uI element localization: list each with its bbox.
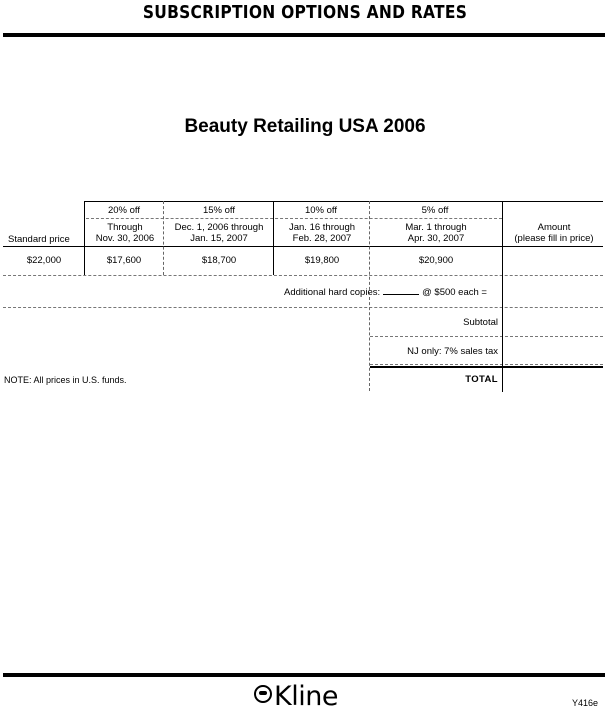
footer-rule [3,673,605,677]
additional-copies-label: Additional hard copies: [284,287,381,298]
kline-logo-icon [254,685,272,703]
table-header-rule [3,246,603,247]
col-header-standard-price: Standard price [8,234,70,245]
price-15-off: $18,700 [201,255,237,266]
additional-copies-rate: @ $500 each = [422,287,487,298]
table-subtotal-row-rule [370,336,603,337]
amount-cell-tax[interactable] [503,339,603,365]
table-top-rule [84,201,603,202]
page-header-title: SUBSCRIPTION OPTIONS AND RATES [142,2,468,23]
price-standard: $22,000 [26,255,62,266]
amount-cell-subtotal[interactable] [503,310,603,336]
col-header-10-discount: 10% off [304,205,338,216]
col-header-20-discount: 20% off [107,205,141,216]
kline-logo-text: Kline [274,681,338,712]
col-header-15-line2: Jan. 15, 2007 [190,233,248,244]
amount-cell-total[interactable] [503,367,603,393]
kline-logo [254,682,338,712]
col-divider-1 [84,201,85,275]
col-header-amount-line2: (please fill in price) [514,233,594,244]
col-header-10-line1: Jan. 16 through [288,222,356,233]
price-10-off: $19,800 [304,255,340,266]
col-header-20-line1: Through [107,222,143,233]
col-header-amount-line1: Amount [537,222,571,233]
col-header-15-discount: 15% off [202,205,236,216]
col-header-5-line1: Mar. 1 through [405,222,467,233]
col-divider-2 [163,201,164,275]
subtotal-label: Subtotal [463,317,498,328]
header-rule [3,33,605,37]
col-header-10-line2: Feb. 28, 2007 [292,233,352,244]
col-divider-5 [502,201,503,392]
table-copies-row-rule [3,307,603,308]
additional-copies-quantity-blank[interactable] [383,286,419,295]
pricing-note: NOTE: All prices in U.S. funds. [4,375,127,385]
amount-cell-price[interactable] [503,248,603,274]
document-code: Y416e [572,698,599,708]
col-divider-3 [273,201,274,275]
col-header-5-line2: Apr. 30, 2007 [407,233,465,244]
table-tax-row-rule [370,364,603,365]
price-5-off: $20,900 [418,255,454,266]
table-total-rule [370,366,603,368]
col-divider-4 [369,201,370,391]
table-date-divider [86,218,502,219]
col-header-15-line1: Dec. 1, 2006 through [174,222,264,233]
col-header-5-discount: 5% off [421,205,449,216]
total-label: TOTAL [465,374,498,385]
document-title: Beauty Retailing USA 2006 [184,116,426,137]
price-20-off: $17,600 [106,255,142,266]
col-header-20-line2: Nov. 30, 2006 [95,233,155,244]
amount-cell-additional-copies[interactable] [503,278,603,304]
table-price-row-rule [3,275,603,276]
additional-copies-row [284,286,487,298]
tax-label: NJ only: 7% sales tax [407,346,498,357]
